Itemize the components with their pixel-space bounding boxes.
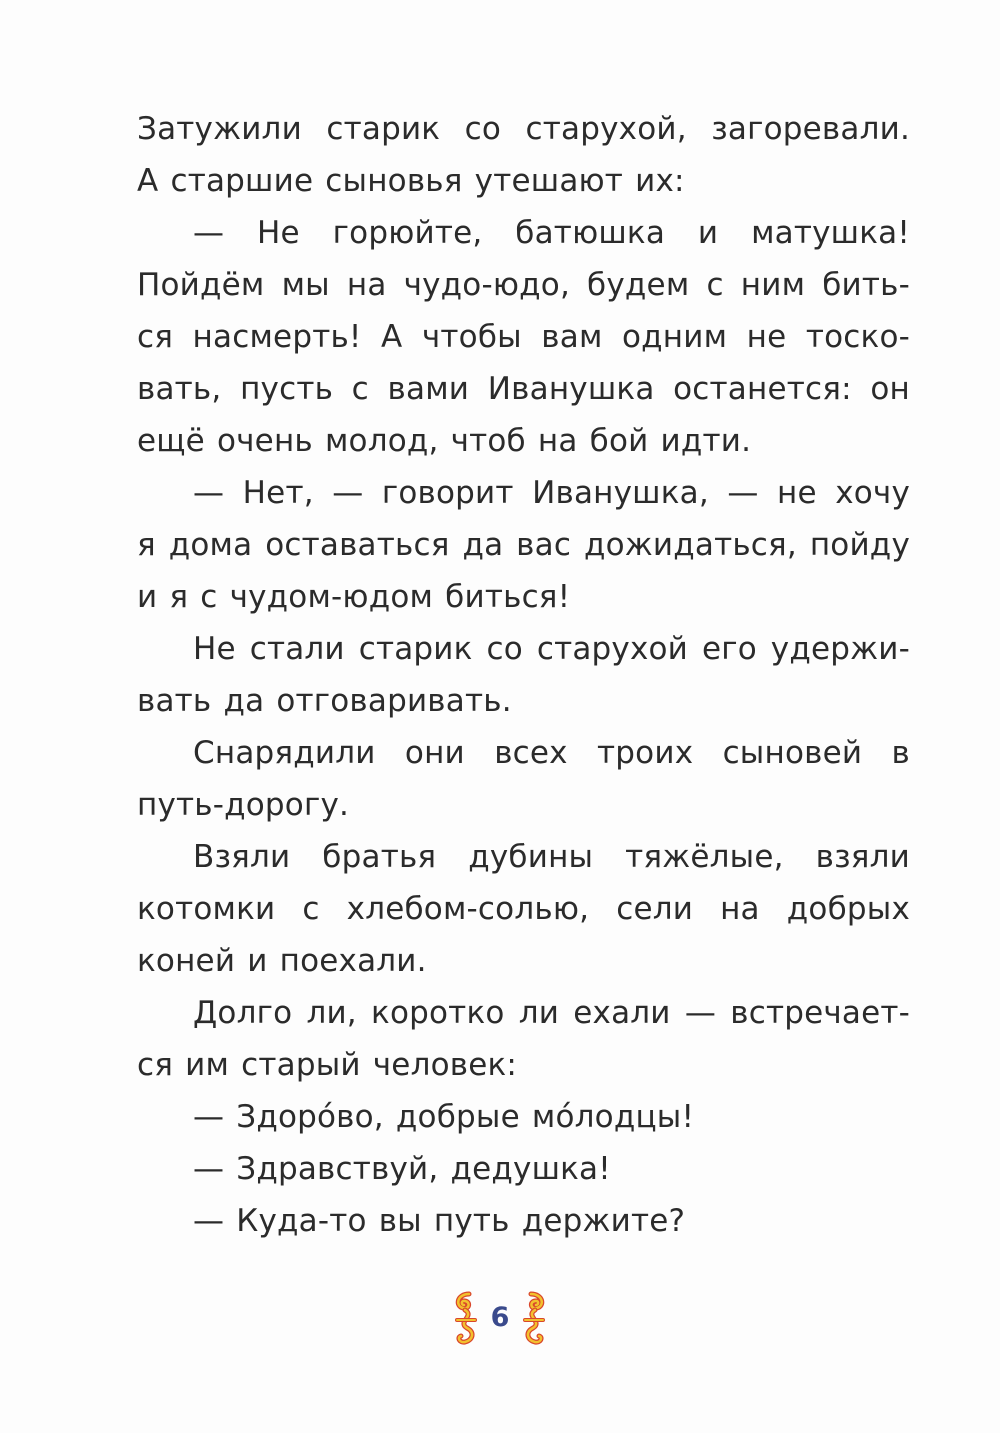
text-line: — Не горюйте, батюшка и матушка!: [193, 215, 910, 251]
text-line: и я с чудом-юдом биться!: [137, 579, 571, 615]
page-footer: [0, 1288, 1000, 1348]
text-line: путь-дорогу.: [137, 787, 350, 823]
swirl-ornament-icon: [451, 1290, 481, 1346]
text-line: вать да отговаривать.: [137, 683, 512, 719]
text-line: — Здоро́во, добрые мо́лодцы!: [193, 1099, 695, 1135]
text-line: вать, пусть с вами Иванушка останется: он: [137, 371, 910, 407]
text-line: Затужили старик со старухой, загоревали.: [137, 111, 910, 147]
swirl-ornament-icon: [519, 1290, 549, 1346]
text-line: Долго ли, коротко ли ехали — встречает-: [193, 995, 910, 1031]
text-line: Не стали старик со старухой его удержи-: [193, 631, 910, 667]
text-line: коней и поехали.: [137, 943, 427, 979]
story-text: [137, 103, 910, 1247]
text-line: — Здравствуй, дедушка!: [193, 1151, 611, 1187]
page-number: 6: [490, 1302, 510, 1333]
text-line: котомки с хлебом-солью, сели на добрых: [137, 891, 910, 927]
text-line: — Куда-то вы путь держите?: [193, 1203, 686, 1239]
text-line: ся насмерть! А чтобы вам одним не тоско-: [137, 319, 910, 355]
text-line: ся им старый человек:: [137, 1047, 518, 1083]
text-line: А старшие сыновья утешают их:: [137, 163, 685, 199]
text-line: Взяли братья дубины тяжёлые, взяли: [193, 839, 910, 875]
text-line: — Нет, — говорит Иванушка, — не хочу: [193, 475, 910, 511]
text-line: я дома оставаться да вас дожидаться, пойду: [137, 527, 910, 563]
text-line: ещё очень молод, чтоб на бой идти.: [137, 423, 752, 459]
text-line: Пойдём мы на чудо-юдо, будем с ним бить-: [137, 267, 910, 303]
text-line: Снарядили они всех троих сыновей в: [193, 735, 910, 771]
